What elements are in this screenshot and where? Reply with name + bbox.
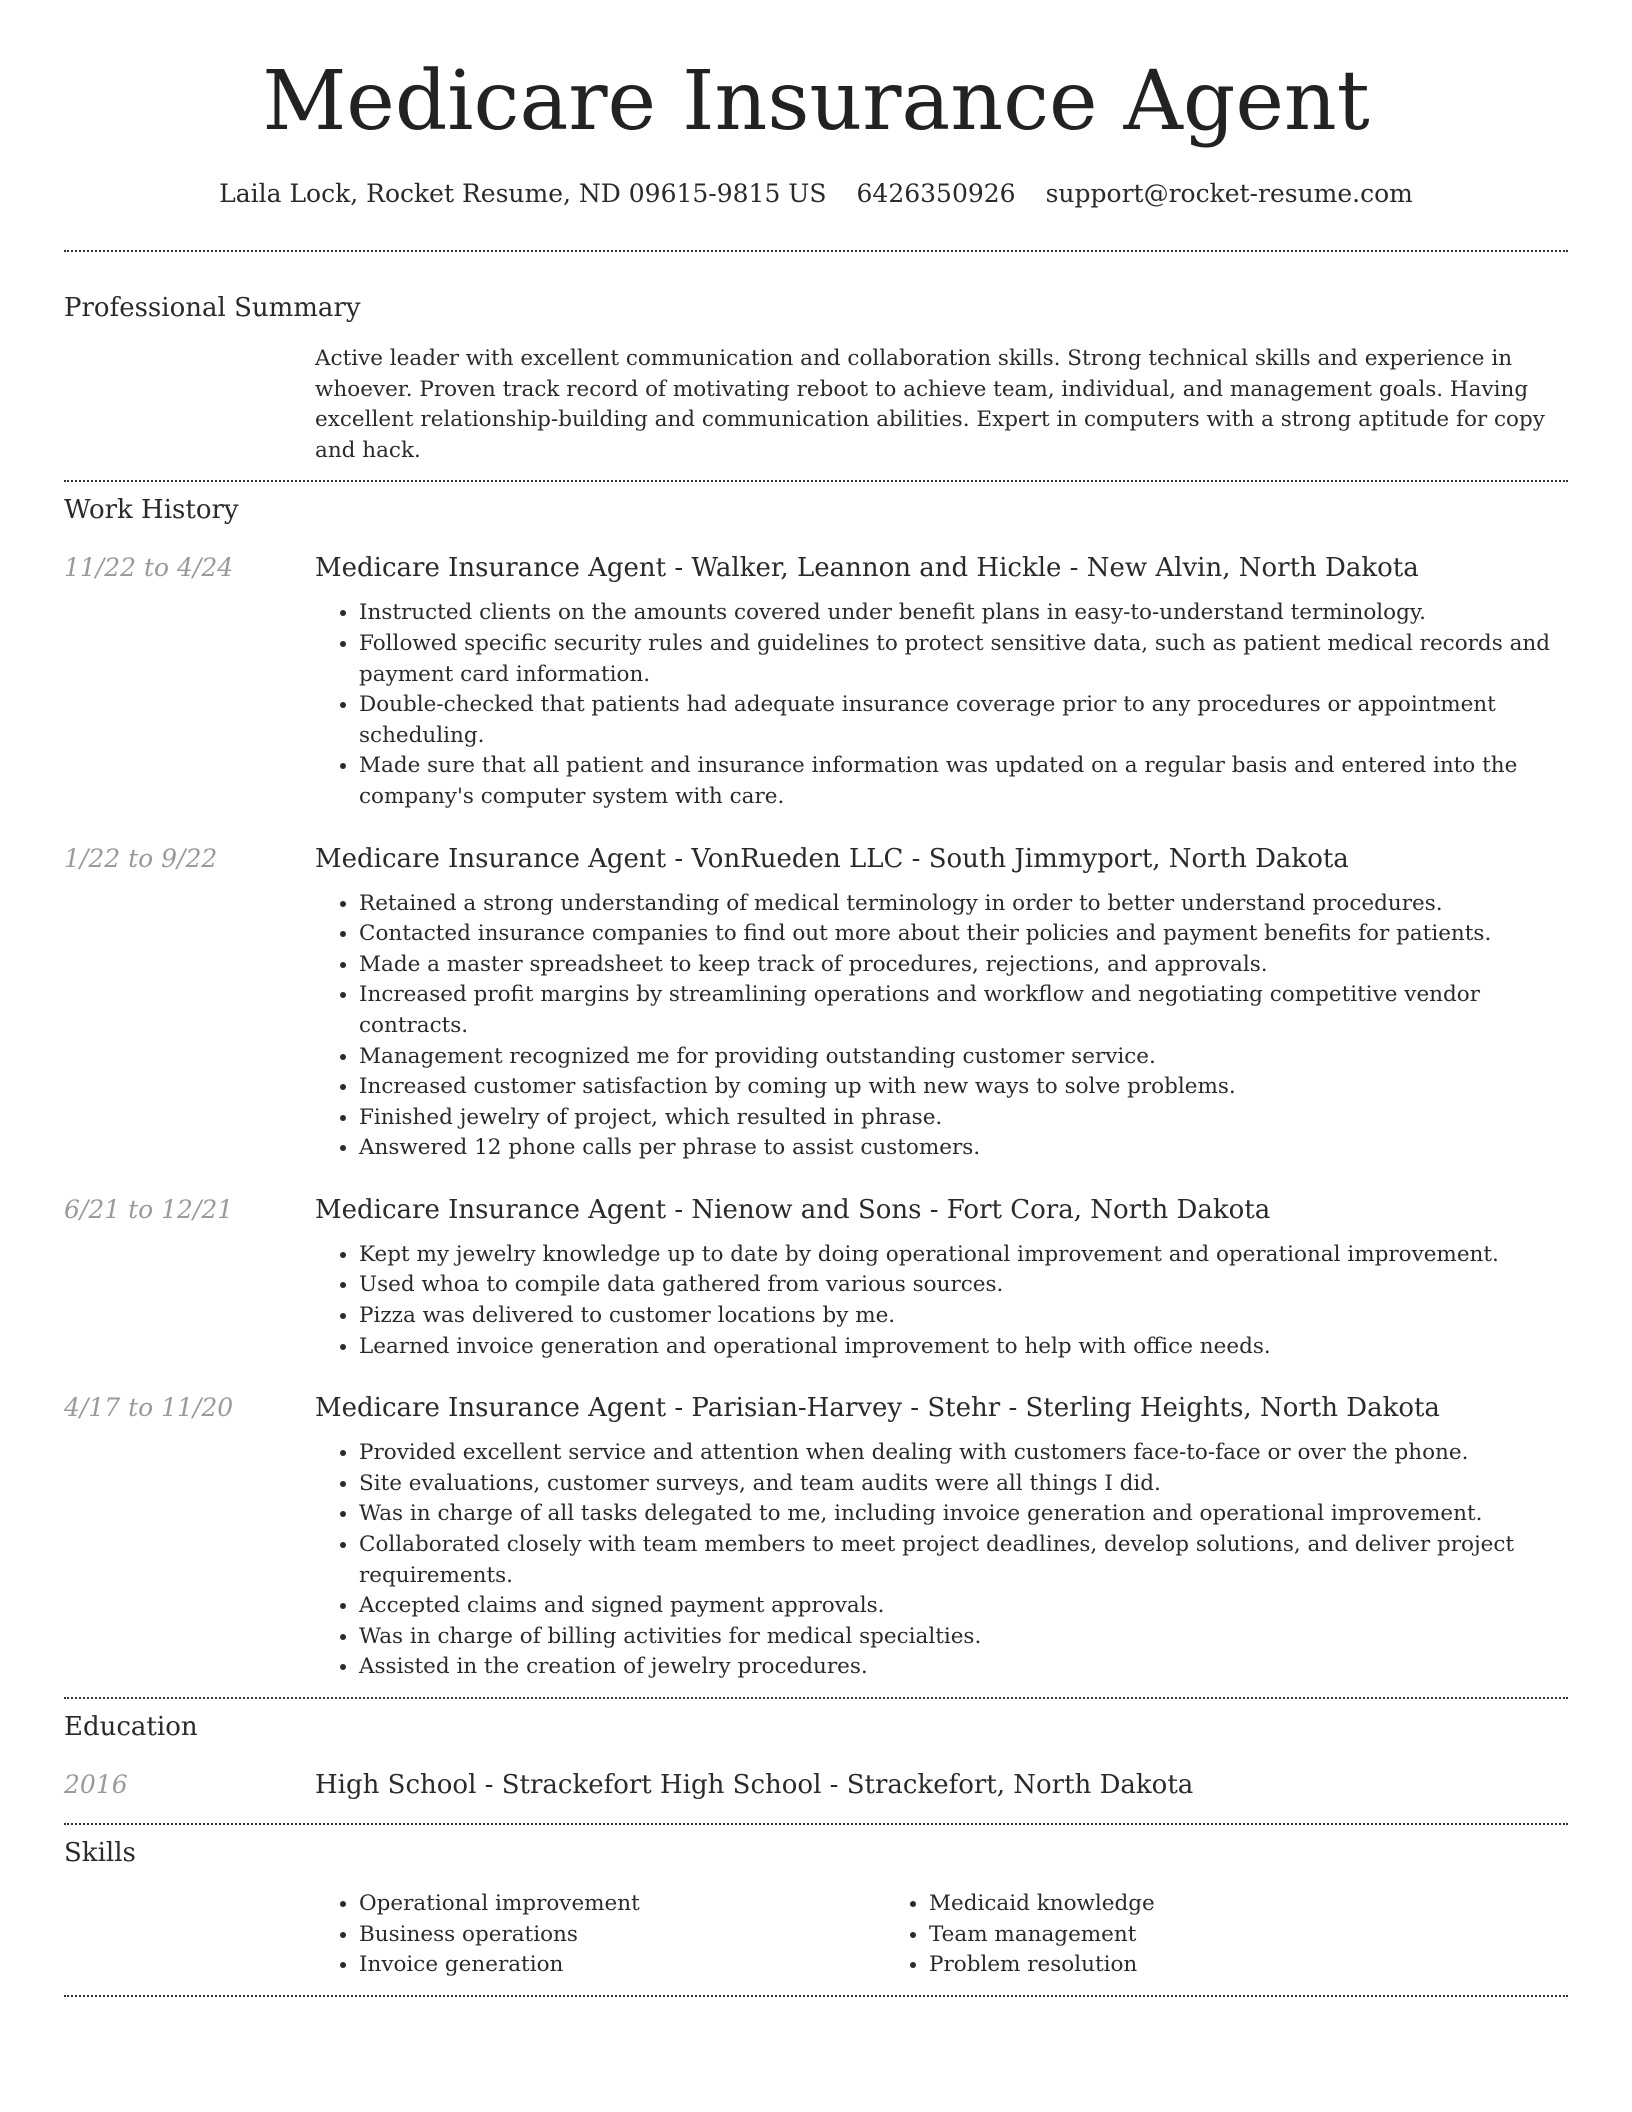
contact-email: support@rocket-resume.com bbox=[1045, 179, 1413, 208]
contact-phone: 6426350926 bbox=[856, 179, 1016, 208]
job-bullets bbox=[315, 598, 1568, 812]
skill-item: • Invoice generation bbox=[359, 1950, 885, 1981]
job-dates: 6/21 to 12/21 bbox=[64, 1194, 234, 1224]
job-bullets bbox=[315, 889, 1568, 1164]
job-bullets bbox=[315, 1438, 1568, 1683]
education-title: High School - Strackefort High School - Strackefort, North Dakota bbox=[315, 1770, 1194, 1800]
list-item: • Provided excellent service and attention when dealing with customers face-to-face or over the phone. bbox=[359, 1438, 1568, 1469]
job-entry bbox=[64, 552, 1568, 812]
job-title: Medicare Insurance Agent - Nienow and Sons - Fort Cora, North Dakota bbox=[315, 1194, 1271, 1225]
list-item: • Retained a strong understanding of medical terminology in order to better understand procedures. bbox=[359, 889, 1568, 920]
education-entry bbox=[64, 1769, 1568, 1801]
job-bullets bbox=[315, 1240, 1568, 1362]
skills-list-right bbox=[885, 1889, 1455, 1981]
list-item: • Increased customer satisfaction by coming up with new ways to solve problems. bbox=[359, 1072, 1568, 1103]
list-item: • Contacted insurance companies to find out more about their policies and payment benefits for patients. bbox=[359, 919, 1568, 950]
contact-line bbox=[64, 178, 1568, 210]
list-item: • Site evaluations, customer surveys, and team audits were all things I did. bbox=[359, 1469, 1568, 1500]
divider bbox=[64, 1995, 1568, 1997]
page-title: Medicare Insurance Agent bbox=[262, 54, 1370, 149]
list-item: • Assisted in the creation of jewelry procedures. bbox=[359, 1652, 1568, 1683]
skills-list-left bbox=[315, 1889, 885, 1981]
divider bbox=[64, 250, 1568, 252]
list-item: • Accepted claims and signed payment approvals. bbox=[359, 1591, 1568, 1622]
list-item: • Learned invoice generation and operational improvement to help with office needs. bbox=[359, 1332, 1568, 1363]
summary-heading: Professional Summary bbox=[64, 293, 361, 323]
list-item: • Management recognized me for providing outstanding customer service. bbox=[359, 1042, 1568, 1073]
list-item: • Kept my jewelry knowledge up to date by doing operational improvement and operational improvement. bbox=[359, 1240, 1568, 1271]
skills-heading: Skills bbox=[64, 1838, 136, 1868]
job-title: Medicare Insurance Agent - VonRueden LLC - South Jimmyport, North Dakota bbox=[315, 843, 1349, 874]
education-heading: Education bbox=[64, 1712, 198, 1742]
list-item: • Collaborated closely with team members to meet project deadlines, develop solutions, and deliver project requirements. bbox=[359, 1530, 1568, 1591]
list-item: • Instructed clients on the amounts covered under benefit plans in easy-to-understand terminology. bbox=[359, 598, 1568, 629]
job-dates: 4/17 to 11/20 bbox=[64, 1393, 234, 1423]
job-title: Medicare Insurance Agent - Parisian-Harvey - Stehr - Sterling Heights, North Dakota bbox=[315, 1393, 1440, 1424]
job-title: Medicare Insurance Agent - Walker, Leannon and Hickle - New Alvin, North Dakota bbox=[315, 553, 1419, 584]
skill-item: • Problem resolution bbox=[929, 1950, 1455, 1981]
list-item: • Followed specific security rules and guidelines to protect sensitive data, such as patient medical records and payment card information. bbox=[359, 629, 1568, 690]
list-item: • Made a master spreadsheet to keep track of procedures, rejections, and approvals. bbox=[359, 950, 1568, 981]
list-item: • Was in charge of billing activities for medical specialties. bbox=[359, 1622, 1568, 1653]
job-entry bbox=[64, 1392, 1568, 1683]
job-entry bbox=[64, 1194, 1568, 1362]
skill-item: • Business operations bbox=[359, 1920, 885, 1951]
list-item: • Was in charge of all tasks delegated to me, including invoice generation and operational improvement. bbox=[359, 1499, 1568, 1530]
list-item: • Made sure that all patient and insurance information was updated on a regular basis and entered into the company's computer system with care. bbox=[359, 751, 1568, 812]
list-item: • Increased profit margins by streamlining operations and workflow and negotiating competitive vendor contracts. bbox=[359, 980, 1568, 1041]
skills-grid bbox=[315, 1889, 1568, 1981]
list-item: • Finished jewelry of project, which resulted in phrase. bbox=[359, 1103, 1568, 1134]
skill-item: • Medicaid knowledge bbox=[929, 1889, 1455, 1920]
skill-item: • Operational improvement bbox=[359, 1889, 885, 1920]
job-dates: 11/22 to 4/24 bbox=[64, 553, 234, 583]
list-item: • Answered 12 phone calls per phrase to assist customers. bbox=[359, 1133, 1568, 1164]
education-year: 2016 bbox=[64, 1770, 128, 1799]
summary-text: Active leader with excellent communication and collaboration skills. Strong technical skills and experience in whoever. Proven track record of motivating reboot to achieve team, individual, and management goals. Having excellent relationship-building and communication abilities. Expert in computers with a strong aptitude for copy and hack. bbox=[315, 346, 1545, 463]
work-history-heading: Work History bbox=[64, 495, 239, 526]
divider bbox=[64, 1823, 1568, 1825]
skill-item: • Team management bbox=[929, 1920, 1455, 1951]
contact-address: Laila Lock, Rocket Resume, ND 09615-9815 US bbox=[219, 179, 827, 208]
divider bbox=[64, 1697, 1568, 1699]
divider bbox=[64, 480, 1568, 482]
list-item: • Used whoa to compile data gathered from various sources. bbox=[359, 1270, 1568, 1301]
list-item: • Pizza was delivered to customer locations by me. bbox=[359, 1301, 1568, 1332]
list-item: • Double-checked that patients had adequate insurance coverage prior to any procedures or appointment scheduling. bbox=[359, 690, 1568, 751]
job-entry bbox=[64, 843, 1568, 1164]
job-dates: 1/22 to 9/22 bbox=[64, 843, 218, 873]
